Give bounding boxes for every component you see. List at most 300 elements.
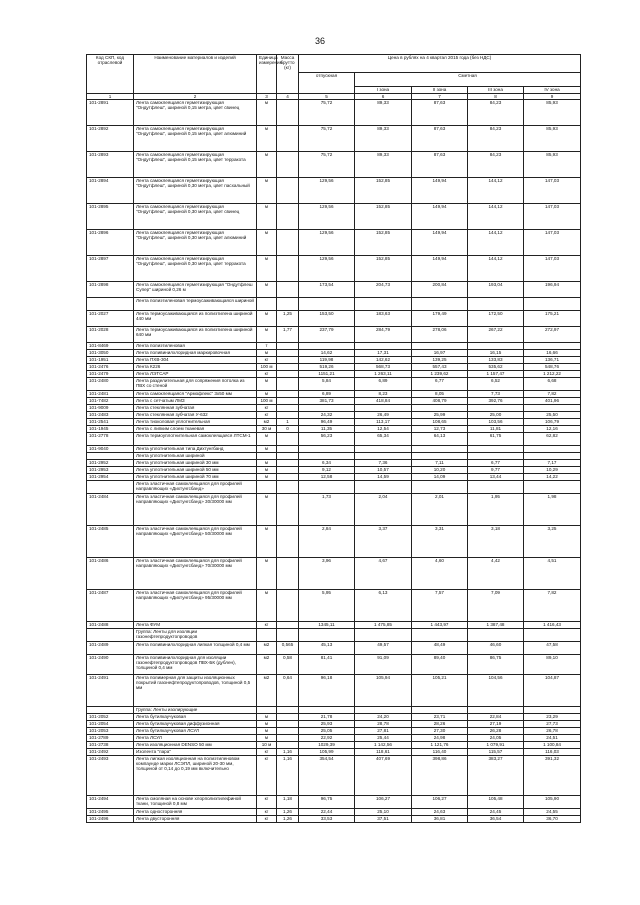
table-row: [87, 350, 581, 357]
cell-price-zone-1: 152,85: [355, 178, 412, 204]
cell-price-zone-2: 557,43: [412, 364, 468, 371]
header-zone-4: IV зона: [524, 87, 581, 94]
cell-price-zone-3: 86,75: [468, 655, 524, 675]
cell-price-zone-3: 11,81: [468, 426, 524, 433]
cell-price-zone-2: 12,73: [412, 426, 468, 433]
cell-name: Лента полимерная для защиты изоляционных покрытий газонефтепродуктопроводов, толщиной 0,5 мм: [134, 675, 257, 707]
cell-price-zone-1: 89,33: [355, 100, 412, 126]
cell-price-zone-1: 89,33: [355, 126, 412, 152]
cell-price-otpusk: 3,96: [299, 558, 355, 590]
cell-mass: [277, 460, 299, 467]
cell-price-zone-4: 89,10: [524, 655, 581, 675]
cell-code: 101-2738: [87, 742, 134, 749]
cell-price-zone-2: 7,57: [412, 590, 468, 622]
header-unit: Единица измерения: [257, 55, 277, 94]
table-row: [87, 721, 581, 728]
cell-unit: м: [257, 256, 277, 282]
cell-price-zone-2: 27,30: [412, 728, 468, 735]
table-row: [87, 412, 581, 419]
cell-mass: [277, 474, 299, 481]
cell-price-zone-2: 16,97: [412, 350, 468, 357]
cell-price-zone-3: 383,27: [468, 756, 524, 796]
cell-code: 101-3050: [87, 350, 134, 357]
header-zone-1: I зона: [355, 87, 412, 94]
cell-price-zone-1: [355, 298, 412, 311]
cell-unit: м: [257, 494, 277, 526]
cell-code: 101-2496: [87, 816, 134, 823]
cell-code: [87, 453, 134, 460]
cell-price-zone-1: 89,33: [355, 152, 412, 178]
cell-mass: 1,18: [277, 796, 299, 809]
cell-code: 101-2778: [87, 433, 134, 446]
cell-mass: 1,25: [277, 311, 299, 327]
cell-code: 101-2486: [87, 558, 134, 590]
cell-unit: м2: [257, 642, 277, 655]
cell-price-otpusk: [299, 629, 355, 642]
cell-code: 101-2954: [87, 474, 134, 481]
header-zone-3: III зона: [468, 87, 524, 94]
cell-price-zone-3: 24,45: [468, 809, 524, 816]
cell-code: 101-2897: [87, 256, 134, 282]
cell-name: Лента самоклеящаяся "Армофлекс" 3х50 мм: [134, 391, 257, 398]
cell-unit: м: [257, 721, 277, 728]
cell-unit: м: [257, 311, 277, 327]
cell-name: Лента уплотнительная шириной 50 мм: [134, 467, 257, 474]
cell-unit: м: [257, 178, 277, 204]
cell-price-zone-3: 144,12: [468, 256, 524, 282]
cell-code: 101-2054: [87, 721, 134, 728]
cell-price-zone-1: 152,85: [355, 204, 412, 230]
cell-price-zone-2: 6,77: [412, 378, 468, 391]
cell-price-zone-1: 28,78: [355, 721, 412, 728]
cell-price-zone-3: [468, 629, 524, 642]
cell-unit: кг: [257, 809, 277, 816]
table-row: [87, 622, 581, 629]
cell-unit: кг: [257, 412, 277, 419]
cell-price-otpusk: 96,75: [299, 796, 355, 809]
cell-unit: м: [257, 126, 277, 152]
cell-unit: [257, 481, 277, 494]
cell-price-zone-2: 108,65: [412, 419, 468, 426]
cell-price-zone-2: 8,05: [412, 391, 468, 398]
cell-price-zone-4: 85,93: [524, 100, 581, 126]
table-row: [87, 655, 581, 675]
col-number: 1: [87, 94, 134, 100]
cell-code: 101-2485: [87, 526, 134, 558]
cell-mass: 1,77: [277, 327, 299, 343]
cell-price-zone-3: 267,22: [468, 327, 524, 343]
cell-unit: м2: [257, 655, 277, 675]
cell-name: Лента термоуплотнительная самоклеящаяся ЛТСМ-1: [134, 433, 257, 446]
cell-code: 101-8469: [87, 343, 134, 350]
cell-price-otpusk: 1345,11: [299, 622, 355, 629]
cell-price-otpusk: 56,23: [299, 433, 355, 446]
cell-price-zone-2: 7,11: [412, 460, 468, 467]
cell-price-zone-4: 7,82: [524, 391, 581, 398]
cell-mass: [277, 558, 299, 590]
cell-price-zone-1: 407,69: [355, 756, 412, 796]
header-name: Наименование материалов и изделий: [134, 55, 257, 94]
table-row: [87, 204, 581, 230]
cell-price-otpusk: 129,56: [299, 256, 355, 282]
table-row: [87, 256, 581, 282]
col-number: 6: [355, 94, 412, 100]
cell-mass: [277, 742, 299, 749]
table-row: [87, 590, 581, 622]
col-number: 4: [277, 94, 299, 100]
cell-name: Лента бутилкаучуковая диффузионная: [134, 721, 257, 728]
table-row: [87, 460, 581, 467]
cell-price-zone-4: 196,94: [524, 282, 581, 298]
cell-price-otpusk: 25,93: [299, 721, 355, 728]
cell-price-otpusk: 5,95: [299, 590, 355, 622]
cell-unit: м: [257, 446, 277, 453]
cell-price-zone-2: [412, 707, 468, 714]
table-row: [87, 391, 581, 398]
cell-price-otpusk: 12,58: [299, 474, 355, 481]
cell-price-zone-2: 116,40: [412, 749, 468, 756]
cell-price-zone-3: 392,76: [468, 398, 524, 405]
cell-price-zone-4: 1 416,43: [524, 622, 581, 629]
cell-price-zone-4: 14,22: [524, 474, 581, 481]
header-smetnaya: Сметная: [355, 73, 581, 87]
cell-price-zone-1: 2,04: [355, 494, 412, 526]
cell-price-zone-4: [524, 707, 581, 714]
cell-price-otpusk: 75,72: [299, 126, 355, 152]
cell-price-zone-4: [524, 405, 581, 412]
table-row: [87, 230, 581, 256]
cell-price-zone-2: 200,84: [412, 282, 468, 298]
cell-price-otpusk: 1029,39: [299, 742, 355, 749]
cell-price-zone-2: 278,06: [412, 327, 468, 343]
cell-price-zone-4: 24,55: [524, 809, 581, 816]
cell-unit: м: [257, 378, 277, 391]
cell-code: 101-2494: [87, 796, 134, 809]
cell-price-zone-1: 49,57: [355, 642, 412, 655]
cell-price-zone-4: 85,93: [524, 126, 581, 152]
cell-name: Лента уплотнительная типа Дихтунгбанд: [134, 446, 257, 453]
cell-price-zone-1: 7,36: [355, 460, 412, 467]
cell-price-zone-1: 17,31: [355, 350, 412, 357]
cell-name: Лента самоклеящаяся герметизирующая "Ондутфлеш", шириной 0,30 метра, цвет терракота: [134, 256, 257, 282]
cell-price-zone-3: 22,84: [468, 714, 524, 721]
col-number: 3: [257, 94, 277, 100]
cell-price-zone-2: 149,94: [412, 204, 468, 230]
cell-price-zone-3: 24,05: [468, 735, 524, 742]
cell-price-zone-2: 87,63: [412, 100, 468, 126]
cell-price-zone-1: 118,61: [355, 749, 412, 756]
cell-name: Группа: Ленты для изоляции газонефтепродуктопроводов: [134, 629, 257, 642]
cell-code: [87, 481, 134, 494]
cell-price-otpusk: 6,34: [299, 460, 355, 467]
table-row: [87, 629, 581, 642]
cell-price-zone-4: 26,78: [524, 728, 581, 735]
cell-price-zone-1: [355, 481, 412, 494]
table-row: [87, 474, 581, 481]
cell-price-zone-3: 84,23: [468, 152, 524, 178]
cell-price-zone-1: 183,63: [355, 311, 412, 327]
cell-price-zone-2: [412, 405, 468, 412]
col-number: 5: [299, 94, 355, 100]
cell-price-zone-1: 1 142,56: [355, 742, 412, 749]
table-row: [87, 809, 581, 816]
cell-name: Лента ЛЭТСАР: [134, 371, 257, 378]
cell-price-zone-2: 1 443,97: [412, 622, 468, 629]
cell-price-zone-4: [524, 453, 581, 460]
cell-price-zone-1: 106,27: [355, 796, 412, 809]
cell-price-zone-2: 28,26: [412, 721, 468, 728]
cell-code: 101-2028: [87, 327, 134, 343]
table-row: [87, 311, 581, 327]
cell-price-otpusk: [299, 481, 355, 494]
cell-unit: 10 м: [257, 742, 277, 749]
cell-price-zone-4: 25,50: [524, 412, 581, 419]
cell-price-zone-2: 149,94: [412, 256, 468, 282]
cell-price-zone-2: 14,09: [412, 474, 468, 481]
cell-price-otpusk: 96,49: [299, 419, 355, 426]
cell-price-zone-3: 4,42: [468, 558, 524, 590]
cell-price-zone-3: 26,28: [468, 728, 524, 735]
cell-price-zone-2: 87,63: [412, 152, 468, 178]
cell-price-otpusk: 105,99: [299, 749, 355, 756]
cell-price-zone-2: 149,94: [412, 230, 468, 256]
cell-price-otpusk: [299, 343, 355, 350]
cell-price-otpusk: 21,78: [299, 714, 355, 721]
cell-unit: м: [257, 282, 277, 298]
cell-price-zone-4: 3,25: [524, 526, 581, 558]
cell-price-zone-3: [468, 446, 524, 453]
cell-price-zone-1: 65,34: [355, 433, 412, 446]
cell-name: Лента с сетчатым ЛМЗ: [134, 398, 257, 405]
cell-price-zone-2: 408,79: [412, 398, 468, 405]
cell-price-zone-4: 23,29: [524, 714, 581, 721]
cell-price-zone-4: 10,29: [524, 467, 581, 474]
cell-price-otpusk: 11,35: [299, 426, 355, 433]
cell-code: 101-2896: [87, 230, 134, 256]
cell-name: Лента двусторонняя: [134, 816, 257, 823]
cell-code: 101-9009: [87, 405, 134, 412]
cell-price-zone-1: 10,57: [355, 467, 412, 474]
cell-price-zone-4: 272,97: [524, 327, 581, 343]
cell-price-zone-4: 548,76: [524, 364, 581, 371]
cell-price-zone-3: 6,52: [468, 378, 524, 391]
cell-price-zone-4: 7,17: [524, 460, 581, 467]
cell-unit: [257, 629, 277, 642]
header-code: Код СКП, код отраслевой: [87, 55, 134, 94]
cell-price-zone-4: 391,32: [524, 756, 581, 796]
cell-price-zone-2: 179,49: [412, 311, 468, 327]
cell-price-zone-3: 172,50: [468, 311, 524, 327]
cell-price-zone-1: 418,84: [355, 398, 412, 405]
cell-name: Лента стеклянная зубчатая: [134, 405, 257, 412]
cell-price-zone-2: 24,63: [412, 809, 468, 816]
cell-name: Лента уплотнительная шириной 30 мм: [134, 460, 257, 467]
cell-code: 101-9040: [87, 446, 134, 453]
cell-code: 101-2895: [87, 204, 134, 230]
cell-price-zone-1: 4,67: [355, 558, 412, 590]
cell-code: 101-1951: [87, 357, 134, 364]
cell-code: 101-2892: [87, 126, 134, 152]
cell-price-zone-2: 3,31: [412, 526, 468, 558]
cell-mass: [277, 526, 299, 558]
cell-name: Лента эластичная самоклеящаяся для профилей направляющих «Дихтунгсбанд» 30/30000 мм: [134, 494, 257, 526]
table-row: [87, 433, 581, 446]
cell-mass: [277, 230, 299, 256]
cell-price-otpusk: 81,41: [299, 655, 355, 675]
cell-price-otpusk: 129,56: [299, 204, 355, 230]
cell-price-zone-3: 193,04: [468, 282, 524, 298]
cell-price-zone-3: 84,23: [468, 100, 524, 126]
cell-price-zone-3: 144,12: [468, 204, 524, 230]
cell-price-zone-4: 62,82: [524, 433, 581, 446]
cell-unit: кг: [257, 796, 277, 809]
cell-price-otpusk: 14,62: [299, 350, 355, 357]
cell-price-otpusk: 9,12: [299, 467, 355, 474]
price-table: [86, 54, 581, 823]
cell-code: 101-2893: [87, 152, 134, 178]
cell-code: 101-2027: [87, 311, 134, 327]
cell-price-zone-2: 106,27: [412, 796, 468, 809]
table-row: [87, 426, 581, 433]
cell-mass: [277, 126, 299, 152]
cell-price-zone-1: 24,20: [355, 714, 412, 721]
table-row: [87, 282, 581, 298]
cell-code: 101-2493: [87, 756, 134, 796]
cell-price-otpusk: 25,05: [299, 728, 355, 735]
cell-price-zone-4: 104,87: [524, 675, 581, 707]
table-row: [87, 558, 581, 590]
cell-code: 101-2952: [87, 460, 134, 467]
cell-price-zone-4: 1 100,84: [524, 742, 581, 749]
cell-name: Изолента "пара": [134, 749, 257, 756]
cell-mass: [277, 364, 299, 371]
cell-price-otpusk: 24,32: [299, 412, 355, 419]
cell-price-otpusk: 129,56: [299, 178, 355, 204]
cell-price-zone-1: 8,23: [355, 391, 412, 398]
cell-price-zone-1: 105,94: [355, 675, 412, 707]
cell-price-zone-1: 14,59: [355, 474, 412, 481]
table-row: [87, 481, 581, 494]
cell-mass: [277, 371, 299, 378]
cell-mass: [277, 446, 299, 453]
cell-price-zone-1: 284,79: [355, 327, 412, 343]
cell-unit: м: [257, 100, 277, 126]
cell-code: 101-2541: [87, 419, 134, 426]
cell-price-zone-2: 10,20: [412, 467, 468, 474]
cell-price-otpusk: [299, 405, 355, 412]
cell-unit: м: [257, 558, 277, 590]
cell-price-zone-3: 6,77: [468, 460, 524, 467]
cell-price-zone-2: 4,60: [412, 558, 468, 590]
cell-code: 101-2489: [87, 642, 134, 655]
cell-price-zone-1: 152,85: [355, 256, 412, 282]
cell-price-zone-2: [412, 446, 468, 453]
cell-price-zone-2: 398,86: [412, 756, 468, 796]
cell-code: 101-2953: [87, 467, 134, 474]
cell-price-zone-3: [468, 707, 524, 714]
cell-price-zone-4: 147,03: [524, 256, 581, 282]
cell-price-zone-4: 6,68: [524, 378, 581, 391]
cell-unit: кг: [257, 405, 277, 412]
cell-mass: [277, 282, 299, 298]
cell-price-zone-4: 47,58: [524, 642, 581, 655]
cell-name: Лента самоклеящаяся герметизирующая "Ондутфлеш Супер" шириной 0,26 м: [134, 282, 257, 298]
table-row: [87, 327, 581, 343]
cell-price-zone-1: 113,17: [355, 419, 412, 426]
cell-price-zone-3: 115,57: [468, 749, 524, 756]
cell-price-zone-4: 175,21: [524, 311, 581, 327]
cell-price-otpusk: 519,26: [299, 364, 355, 371]
cell-price-zone-2: 23,71: [412, 714, 468, 721]
cell-price-zone-1: 3,37: [355, 526, 412, 558]
cell-unit: м: [257, 735, 277, 742]
cell-mass: [277, 152, 299, 178]
cell-price-zone-2: 89,40: [412, 655, 468, 675]
header-mass: Масса брутто (кг): [277, 55, 299, 94]
cell-price-zone-3: [468, 453, 524, 460]
cell-price-zone-4: 1,98: [524, 494, 581, 526]
cell-price-zone-1: [355, 405, 412, 412]
cell-price-zone-3: 1,95: [468, 494, 524, 526]
cell-price-otpusk: 153,50: [299, 311, 355, 327]
cell-mass: [277, 453, 299, 460]
table-row: [87, 419, 581, 426]
cell-price-otpusk: [299, 453, 355, 460]
cell-name: Лента эластичная самоклеящаяся для профилей направляющих «Дихтунгсбанд» 95/30000 мм: [134, 590, 257, 622]
cell-mass: [277, 343, 299, 350]
cell-price-zone-1: 12,54: [355, 426, 412, 433]
cell-price-zone-4: 36,70: [524, 816, 581, 823]
cell-unit: м: [257, 526, 277, 558]
page-number: 36: [314, 36, 325, 46]
cell-mass: [277, 204, 299, 230]
cell-mass: [277, 178, 299, 204]
cell-price-zone-2: [412, 343, 468, 350]
cell-mass: 1,26: [277, 809, 299, 816]
cell-price-zone-3: [468, 343, 524, 350]
cell-price-zone-1: 568,73: [355, 364, 412, 371]
cell-name: Лента с липким слоем тканевая: [134, 426, 257, 433]
cell-price-zone-4: 12,16: [524, 426, 581, 433]
cell-code: 101-2053: [87, 728, 134, 735]
cell-price-zone-3: 27,19: [468, 721, 524, 728]
cell-mass: [277, 707, 299, 714]
cell-price-zone-3: [468, 405, 524, 412]
cell-price-otpusk: 5,84: [299, 378, 355, 391]
header-otpusknaya: отпускная: [299, 73, 355, 94]
cell-name: Лента уплотнительная шириной 70 мм: [134, 474, 257, 481]
cell-price-zone-2: 64,13: [412, 433, 468, 446]
table-row: [87, 714, 581, 721]
cell-price-otpusk: 75,72: [299, 152, 355, 178]
cell-code: 101-2490: [87, 655, 134, 675]
cell-price-zone-4: 85,93: [524, 152, 581, 178]
cell-price-zone-3: 7,73: [468, 391, 524, 398]
cell-code: 101-7482: [87, 398, 134, 405]
cell-mass: [277, 378, 299, 391]
cell-price-zone-3: 133,83: [468, 357, 524, 364]
cell-mass: 1,26: [277, 816, 299, 823]
cell-price-zone-3: [468, 298, 524, 311]
cell-mass: [277, 728, 299, 735]
cell-price-zone-2: [412, 629, 468, 642]
cell-price-zone-1: 91,09: [355, 655, 412, 675]
cell-name: Лента самоклеящаяся герметизирующая "Ондутфлеш", шириной 0,30 метра, цвет алюминий: [134, 230, 257, 256]
cell-unit: м: [257, 460, 277, 467]
table-row: [87, 494, 581, 526]
cell-price-zone-4: 401,96: [524, 398, 581, 405]
cell-name: Лента К226: [134, 364, 257, 371]
